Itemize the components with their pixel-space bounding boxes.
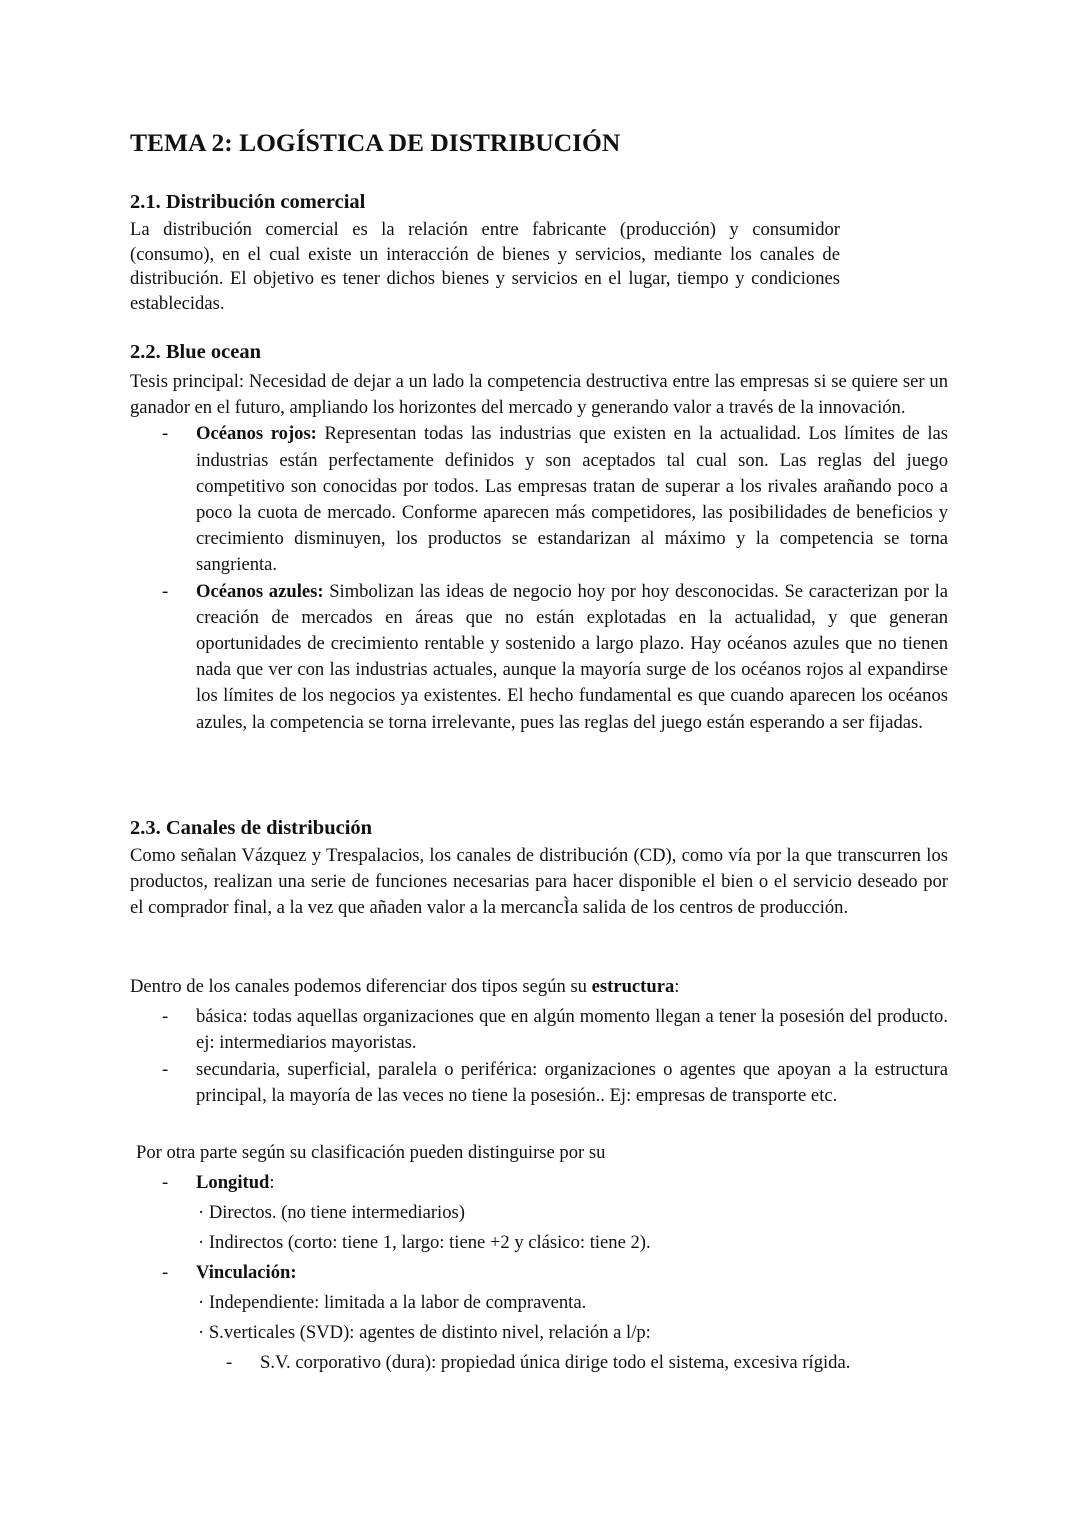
paragraph: La distribución comercial es la relación entre fabricante (producción) y consumidor (consumo), en el cual existe un interacción de bienes y servicios, mediante los canales de distribución. El objetivo es tener dichos bienes y servicios en el lugar, tiempo y condiciones establecidas. xyxy=(130,219,840,315)
section-heading-canales: 2.3. Canales de distribución xyxy=(130,817,373,839)
page-title: TEMA 2: LOGÍSTICA DE DISTRIBUCIÓN xyxy=(130,128,621,157)
list-item: - Vinculación: xyxy=(162,1262,297,1283)
section-heading-distribucion: 2.1. Distribución comercial xyxy=(130,191,366,213)
list-item: - S.V. corporativo (dura): propiedad única dirige todo el sistema, excesiva rígida. xyxy=(226,1352,851,1373)
list-item: - Océanos azules: Simbolizan las ideas de negocio hoy por hoy desconocidas. Se caracterizan por la creación de mercados en áreas que no están explotadas en la actualidad, y que generan oportunidades de crecimiento rentable y sostenido a largo plazo. Hay océanos azules que no tienen nada que ver con las industrias actuales, aunque la mayoría surge de los océanos rojos al expandirse los límites de los negocios ya existentes. El hecho fundamental es que cuando aparecen los océanos azules, la competencia se torna irrelevante, pues las reglas del juego están esperando a ser fijadas. xyxy=(162,580,949,733)
paragraph: Dentro de los canales podemos diferenciar dos tipos según su estructura: xyxy=(130,976,680,997)
list-item: - Océanos rojos: Representan todas las industrias que existen en la actualidad. Los límites de las industrias están perfectamente definidos y son aceptados tal cual son. Las reglas del juego competitivo son conocidas por todos. Las empresas tratan de superar a los rivales arañando poco a poco la cuota de mercado. Conforme aparecen más competidores, las posibilidades de beneficios y crecimiento disminuyen, los productos se estandarizan al máximo y la competencia se torna sangrienta. xyxy=(162,423,948,576)
paragraph: Como señalan Vázquez y Trespalacios, los canales de distribución (CD), como vía por la que transcurren los productos, realizan una serie de funciones necesarias para hacer disponible el bien o el servicio deseado por el comprador final, a la vez que añaden valor a la mercancÌa salida de los centros de producción. xyxy=(130,845,948,919)
paragraph: Tesis principal: Necesidad de dejar a un lado la competencia destructiva entre las empresas si se quiere ser un ganador en el futuro, ampliando los horizontes del mercado y generando valor a través de la innovación. xyxy=(130,371,948,419)
section-heading-blue-ocean: 2.2. Blue ocean xyxy=(130,341,261,363)
ocean-list xyxy=(130,421,948,735)
list-item: - secundaria, superficial, paralela o periférica: organizaciones o agentes que apoyan a la estructura principal, la mayoría de las veces no tiene la posesión.. Ej: empresas de transporte etc. xyxy=(162,1058,948,1106)
list-item: - básica: todas aquellas organizaciones que en algún momento llegan a tener la posesión del producto. ej: intermediarios mayoristas. xyxy=(162,1006,948,1054)
classification-list: Por otra parte según su clasificación pueden distinguirse por su - Longitud: · Directos. (no tiene intermediarios) · Indirectos (corto: tiene 1, largo: tiene +2 y clásico: tiene 2). - Vinculación: · Independiente: limitada a la labor de compraventa. · S.verticales (SVD): agentes de distinto nivel, relación a l/p: - S.V. corporativo (dura): propiedad única dirige todo el sistema, excesiva rígida. xyxy=(130,1138,850,1378)
structure-list xyxy=(130,1004,948,1109)
list-item: - Longitud: xyxy=(162,1172,275,1193)
